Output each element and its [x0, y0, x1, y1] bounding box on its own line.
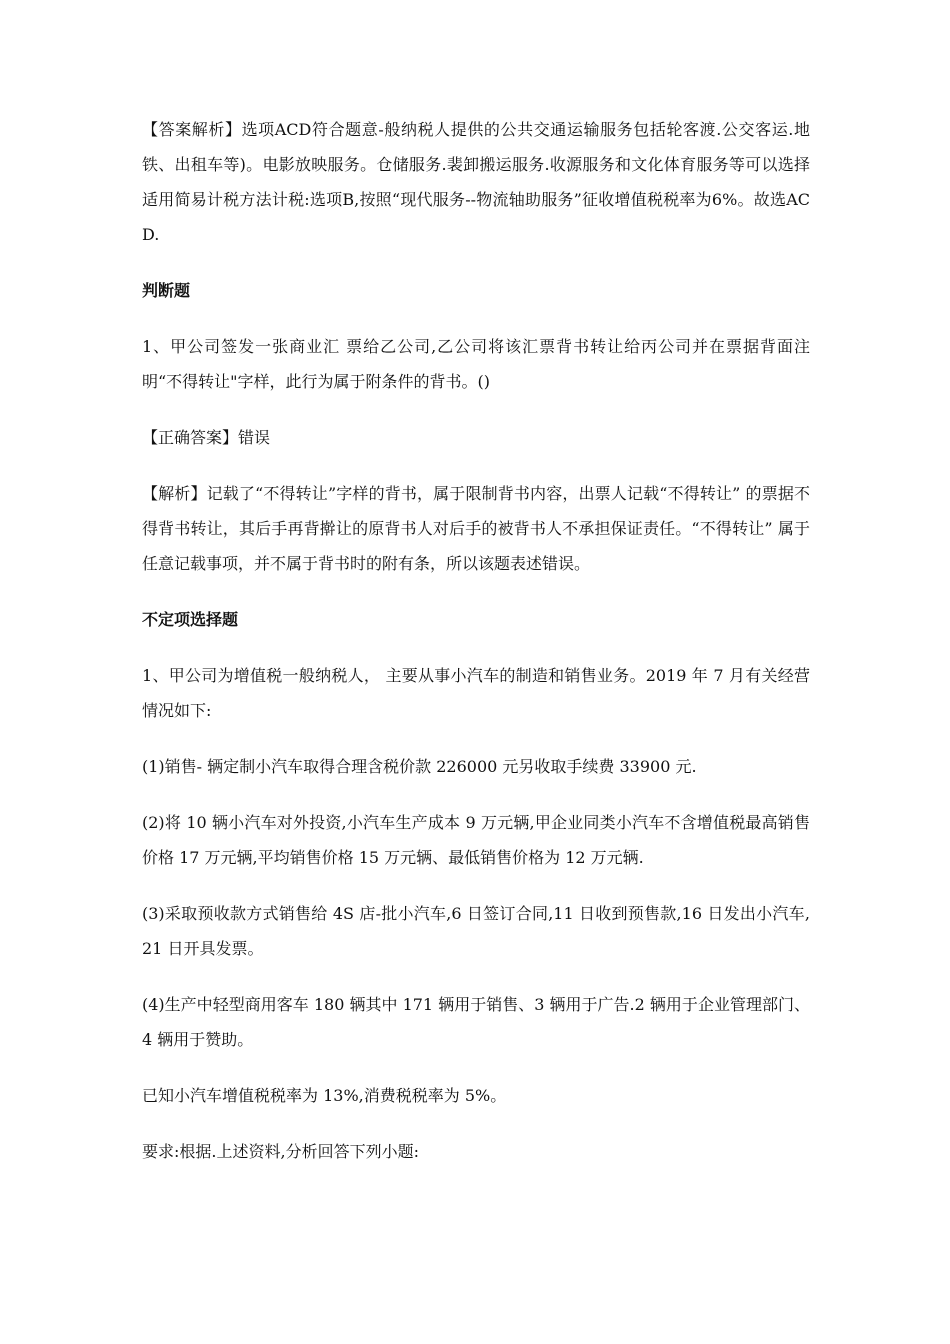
known-conditions: 已知小汽车增值税税率为 13%,消费税税率为 5%。	[142, 1086, 507, 1105]
section-heading-true-false: 判断题	[142, 281, 191, 300]
requirement: 要求:根据.上述资料,分析回答下列小题:	[142, 1142, 419, 1161]
true-false-analysis: 【解析】记载了“不得转让”字样的背书，属于限制背书内容，出票人记载“不得转让” 的票据不得背书转让，其后手再背擀让的原背书人对后手的被背书人不承担保证责任。“不得转让” 属于任意记载事项，并不属于背书时的附有条，所以该题表述错误。	[142, 484, 810, 573]
answer-analysis-paragraph: 【答案解析】选项ACD符合题意-般纳税人提供的公共交通运输服务包括轮客渡.公交客运.地铁、出租车等)。电影放映服务。仓储服务.裴卸搬运服务.收源服务和文化体育服务等可以选择适用简易计税方法计税:选项B,按照“现代服务--物流轴助服务”征收增值税税率为6%。故选ACD.	[142, 120, 810, 244]
document-body	[142, 112, 810, 1190]
case-item-3: (3)采取预收款方式销售给 4S 店-批小汽车,6 日签订合同,11 日收到预售款,16 日发出小汽车,21 日开具发票。	[142, 904, 810, 958]
case-intro: 1、甲公司为增值税一般纳税人， 主要从事小汽车的制造和销售业务。2019 年 7 月有关经营情况如下:	[142, 666, 810, 720]
case-item-2: (2)将 10 辆小汽车对外投资,小汽车生产成本 9 万元辆,甲企业同类小汽车不含增值税最高销售价格 17 万元辆,平均销售价格 15 万元辆、最低销售价格为 12 万元辆.	[142, 813, 810, 867]
true-false-question: 1、甲公司签发一张商业汇 票给乙公司,乙公司将该汇票背书转让给丙公司并在票据背面注明“不得转让"字样，此行为属于附条件的背书。()	[142, 337, 810, 391]
case-item-4: (4)生产中轻型商用客车 180 辆其中 171 辆用于销售、3 辆用于广告.2 辆用于企业管理部门、4 辆用于赞助。	[142, 995, 810, 1049]
correct-answer: 【正确答案】错误	[142, 428, 271, 447]
section-heading-indefinite-choice: 不定项选择题	[142, 610, 239, 629]
case-item-1: (1)销售- 辆定制小汽车取得合理含税价款 226000 元另收取手续费 33900 元.	[142, 757, 697, 776]
